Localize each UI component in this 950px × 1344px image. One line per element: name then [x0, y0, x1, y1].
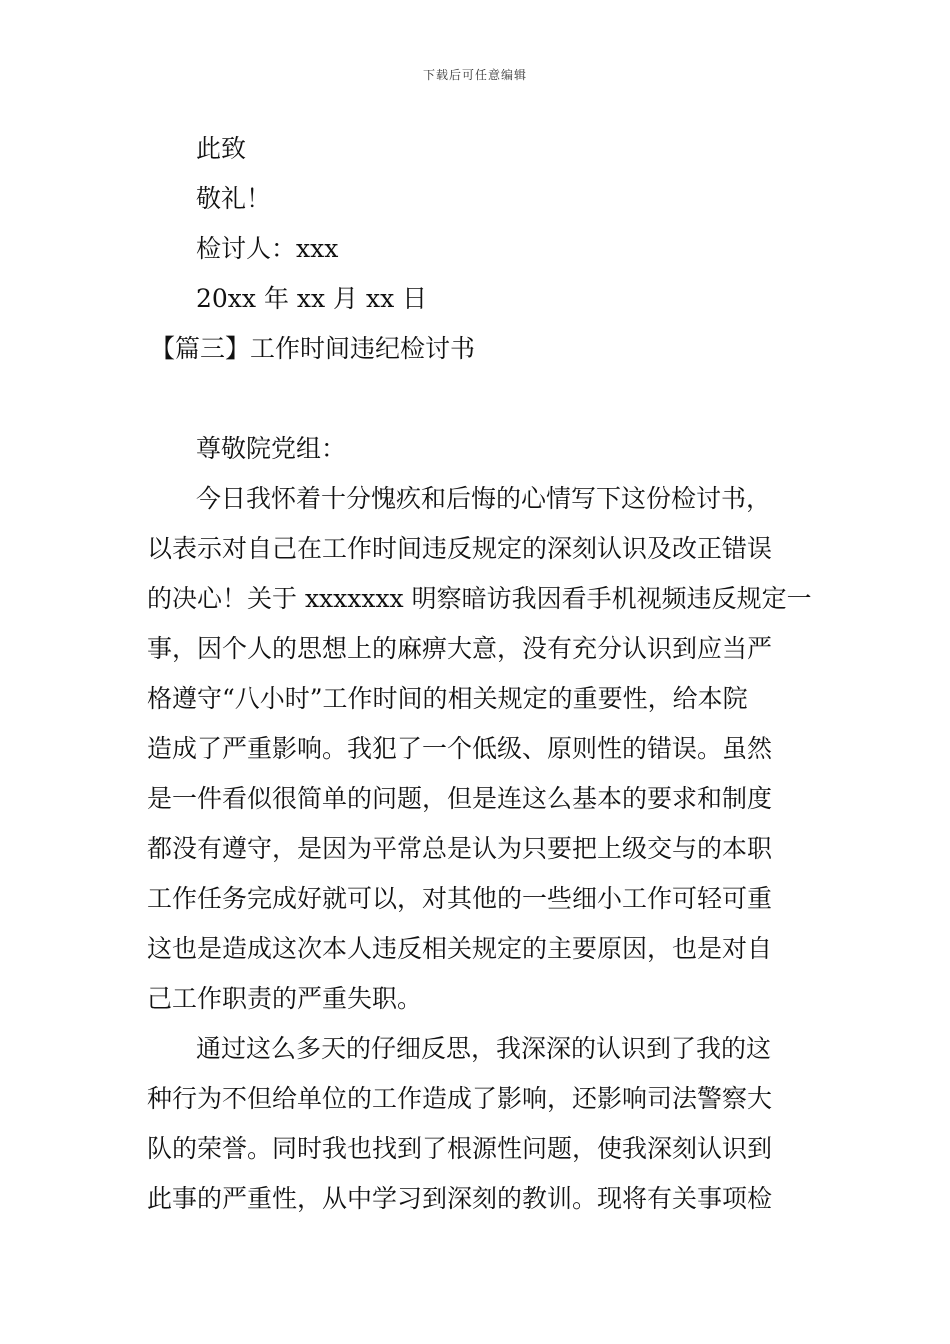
paragraph-line: 都没有遵守，是因为平常总是认为只要把上级交与的本职: [147, 834, 773, 863]
salutation: 尊敬院党组：: [196, 434, 347, 463]
paragraph-line: 工作任务完成好就可以，对其他的一些细小工作可轻可重: [147, 884, 773, 913]
paragraph-line: 种行为不但给单位的工作造成了影响，还影响司法警察大: [147, 1084, 773, 1113]
closing-line-1: 此致: [196, 134, 247, 163]
paragraph-line: 队的荣誉。同时我也找到了根源性问题，使我深刻认识到: [147, 1134, 773, 1163]
paragraph-line: 事，因个人的思想上的麻痹大意，没有充分认识到应当严: [147, 634, 773, 663]
paragraph-line: 己工作职责的严重失职。: [147, 984, 423, 1013]
paragraph-line: 格遵守“八小时”工作时间的相关规定的重要性，给本院: [147, 684, 748, 713]
paragraph-line: 通过这么多天的仔细反思，我深深的认识到了我的这: [196, 1034, 772, 1063]
paragraph-line: 是一件看似很简单的问题，但是连这么基本的要求和制度: [147, 784, 773, 813]
paragraph-line: 此事的严重性，从中学习到深刻的教训。现将有关事项检: [147, 1184, 773, 1213]
paragraph-line: 造成了严重影响。我犯了一个低级、原则性的错误。虽然: [147, 734, 773, 763]
header-note: 下载后可任意编辑: [422, 68, 527, 82]
paragraph-line: 以表示对自己在工作时间违反规定的深刻认识及改正错误: [147, 534, 773, 563]
date-line: 20xx 年 xx 月 xx 日: [196, 284, 428, 313]
signer-line: 检讨人：xxx: [196, 234, 339, 263]
closing-line-2: 敬礼！: [196, 184, 272, 213]
paragraph-line: 的决心！关于 xxxxxxx 明察暗访我因看手机视频违反规定一: [147, 584, 812, 613]
paragraph-line: 今日我怀着十分愧疚和后悔的心情写下这份检讨书，: [196, 484, 772, 513]
paragraph-line: 这也是造成这次本人违反相关规定的主要原因，也是对自: [147, 934, 773, 963]
section-title: 【篇三】工作时间违纪检讨书: [150, 334, 476, 363]
